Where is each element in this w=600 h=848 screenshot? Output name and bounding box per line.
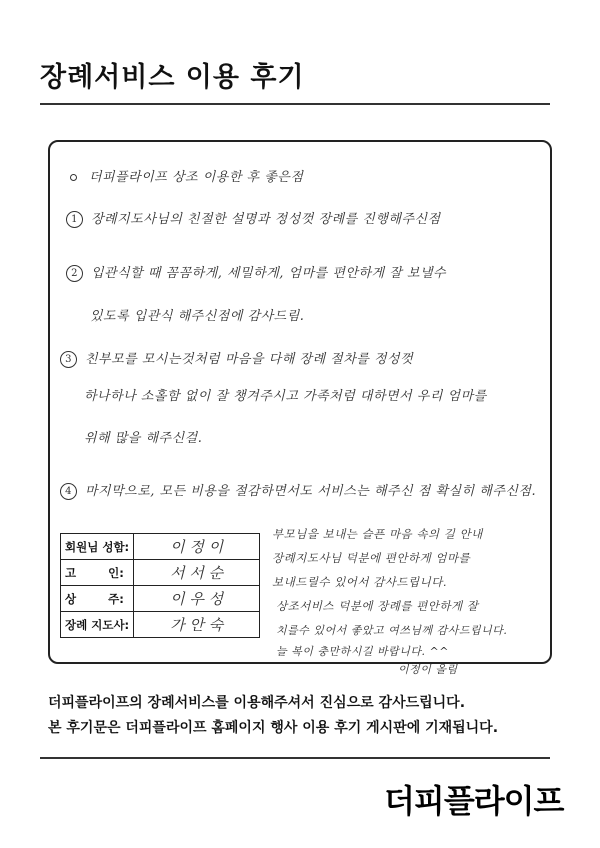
info-table [60,533,260,638]
table-row [61,534,260,560]
circled-number-4-icon: 4 [60,483,77,500]
review-item-2-text: 입관식할 때 꼼꼼하게, 세밀하게, 엄마를 편안하게 잘 보낼수 [91,266,447,281]
message-line-3: 보내드릴수 있어서 감사드립니다. [272,575,447,589]
funeral-director-value: 가 안 숙 [134,612,260,638]
review-item-2 [66,262,446,282]
footer-divider [40,757,550,759]
chief-mourner-label: 상 주: [61,586,134,612]
circled-number-2-icon: 2 [66,265,83,282]
footer-notice: 본 후기문은 더피플라이프 홈페이지 행사 이용 후기 게시판에 기재됩니다. [48,720,499,736]
message-line-6: 늘 복이 충만하시길 바랍니다. ^^ [276,645,449,658]
review-intro-text: 더피플라이프 상조 이용한 후 좋은점 [89,170,304,185]
chief-mourner-value: 이 우 성 [134,586,260,612]
table-row [61,586,260,612]
message-line-2: 장례지도사님 덕분에 편안하게 엄마를 [272,551,471,565]
member-name-label: 회원님 성함: [61,534,134,560]
deceased-label: 고 인: [61,560,134,586]
deceased-value: 서 서 순 [134,560,260,586]
review-item-1-text: 장례지도사님의 친절한 설명과 정성껏 장례를 진행해주신점 [91,212,441,227]
review-item-4-text: 마지막으로, 모든 비용을 절감하면서도 서비스는 해주신 점 확실히 해주신점. [85,484,537,499]
title-divider [40,103,550,105]
review-item-3 [60,348,413,368]
member-name-value: 이 정 이 [134,534,260,560]
review-item-1 [66,208,441,228]
company-logo: 더피플라이프 [384,782,564,820]
funeral-director-label: 장례 지도사: [61,612,134,638]
message-line-4: 상조서비스 덕분에 장례를 편안하게 잘 [276,599,479,613]
footer-thanks: 더피플라이프의 장례서비스를 이용해주셔서 진심으로 감사드립니다. [48,695,466,711]
message-line-1: 부모님을 보내는 슬픈 마음 속의 길 안내 [272,527,483,541]
review-item-3-cont-1: 하나하나 소홀함 없이 잘 챙겨주시고 가족처럼 대하면서 우리 엄마를 [84,389,487,404]
review-item-3-cont-2: 위해 많을 해주신걸. [84,431,203,446]
bullet-icon [70,174,77,181]
review-item-4 [60,480,536,500]
circled-number-3-icon: 3 [60,351,77,368]
message-line-5: 치를수 있어서 좋았고 여쓰님께 감사드립니다. [276,624,508,637]
page-title: 장례서비스 이용 후기 [40,62,305,93]
signature: 이정이 올림 [398,663,458,676]
review-item-3-text: 친부모를 모시는것처럼 마음을 다해 장례 절차를 정성껏 [85,352,414,367]
circled-number-1-icon: 1 [66,211,83,228]
review-intro [70,166,303,185]
table-row [61,612,260,638]
review-item-2-cont: 있도록 입관식 해주신점에 감사드림. [90,309,305,324]
table-row [61,560,260,586]
